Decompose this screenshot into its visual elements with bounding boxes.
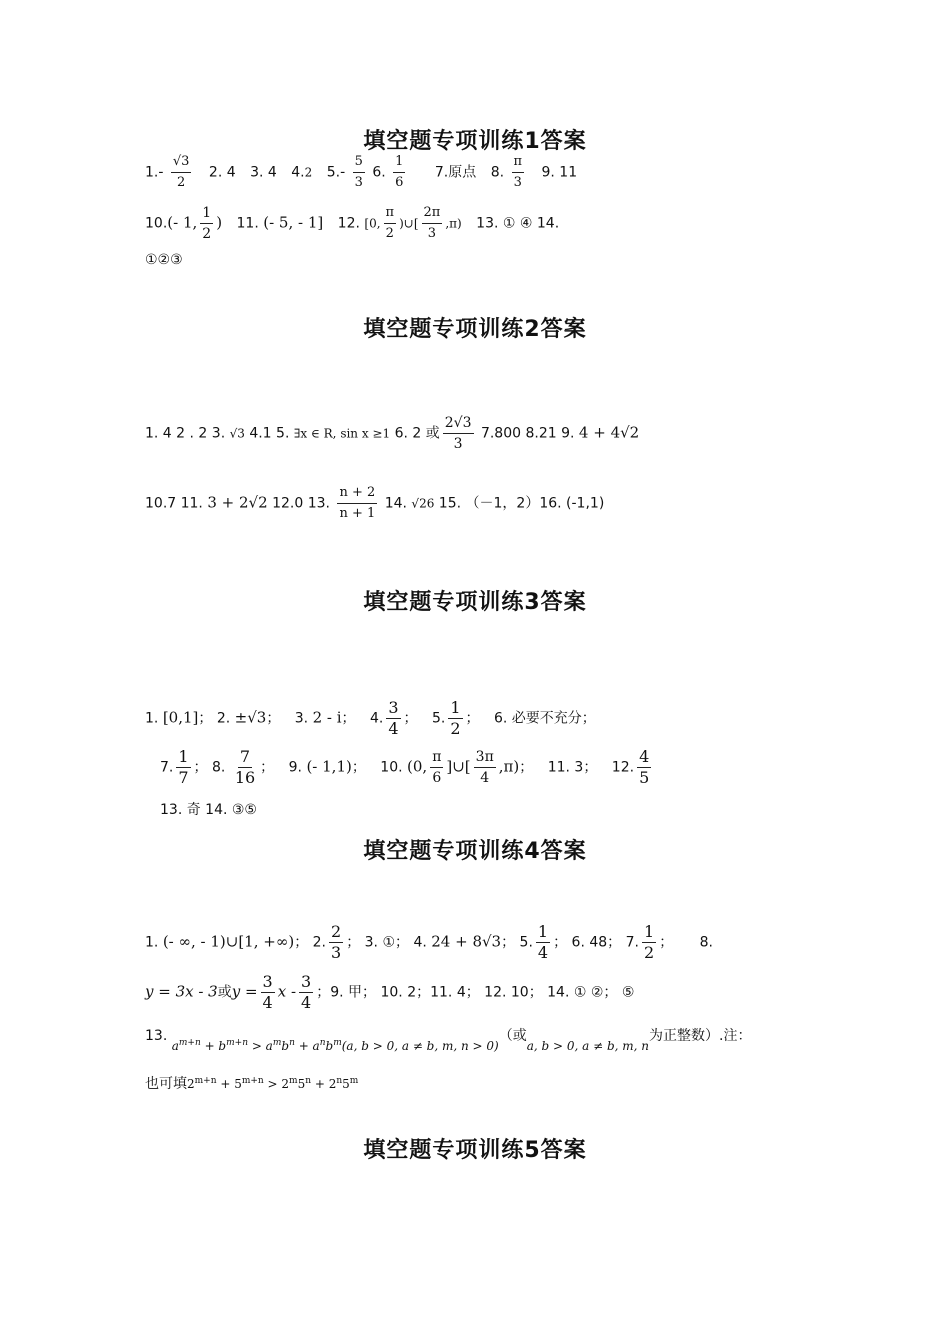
answer-number: 13. [145, 1028, 168, 1044]
fraction: $\frac{3\pi}{4}$ [475, 749, 494, 786]
answer-line: 1. [0,1]； 2. ±√3； 3. 2 - i； 4. $\frac{3}{4}$ ； 5. $\frac{1}{2}$ ； 6. 必要不充分； [145, 698, 596, 738]
answer-text: 3. 4 [250, 164, 277, 181]
answer-number: 1. [145, 710, 159, 727]
fraction: $\frac{2}{3}$ [331, 922, 342, 962]
fraction: $\frac{5}{3}$ [354, 154, 363, 190]
answer-number: 1. [145, 164, 159, 181]
section-title-1: 填空题专项训练1答案 [363, 129, 587, 154]
math-value: y = 3x - 3 [145, 982, 218, 1001]
section-title-3: 填空题专项训练3答案 [363, 590, 587, 615]
math-value: 3 + 2√2 [207, 493, 268, 512]
answer-line: 也可填$2^{m+n} + 5^{m+n} > 2^m5^n + 2^n5^m$ [145, 1076, 359, 1092]
math-sign: - [158, 162, 164, 181]
answer-number: 12. [337, 215, 360, 232]
fraction: $\frac{7}{16}$ [234, 747, 256, 787]
answer-text: 10.7 11. [145, 495, 203, 512]
inequality: $a^{m+n} + b^{m+n} > a^mb^n + a^nb^m(a$, b > 0, a ≠ b, m, n > 0) [171, 1038, 499, 1053]
answer-number: 8. [490, 164, 505, 181]
math-value: )∪[ [399, 216, 419, 231]
math-value: ,π) [445, 216, 462, 231]
section-title-2: 填空题专项训练2答案 [363, 317, 587, 342]
answer-text: 13. ① ④ 14. [476, 215, 560, 232]
answer-line: 7. $\frac{1}{7}$ ； 8. $\frac{7}{16}$ ； 9. (- 1,1)； 10. (0, $\frac{\pi}{6}$ ]∪[ $\frac{3\pi}{4}$ ,π)； 11. 3； 12. $\frac{4}{5}$ [160, 747, 650, 787]
fraction: $\frac{1}{2}$ [202, 205, 212, 242]
answer-number: 5. [326, 164, 341, 181]
answer-number: 4. [369, 710, 384, 727]
fraction: $\frac{1}{2}$ [450, 698, 461, 738]
math-value: (- 5, - 1] [263, 213, 324, 232]
answer-line: 13. $a^{m+n} + b^{m+n} > a^mb^n + a^nb^m(a$, b > 0, a ≠ b, m, n > 0)（或a, b > 0, a ≠ b, m, n为正整数）.注： [145, 1028, 752, 1053]
answer-line [145, 483, 604, 524]
fraction: $\frac{4}{5}$ [639, 747, 650, 787]
answer-text: ①②③ [145, 252, 183, 268]
answer-line [145, 413, 639, 454]
math-value: (- 1,1) [306, 757, 352, 776]
math-value: [0,1] [162, 708, 199, 727]
answer-text: 7.800 8.21 9. [480, 425, 575, 442]
math-value: (- ∞, - 1)∪[1, +∞) [162, 932, 295, 951]
fraction: $\frac{2\pi}{3}$ [423, 205, 441, 241]
math-value: (- 1, [167, 213, 198, 232]
answer-line [160, 799, 257, 819]
fraction: $\frac{3}{4}$ [301, 972, 312, 1012]
answer-number: 6. [372, 164, 386, 181]
answer-number: 4. [291, 164, 305, 181]
math-value: ±√3 [234, 708, 267, 727]
math-value: 4 + 4√2 [578, 423, 640, 442]
fraction: $\frac{\pi}{2}$ [385, 205, 395, 241]
math-value: 2 - i [312, 708, 342, 727]
math-value: [0, [364, 216, 381, 231]
answer-text: 7.原点 [434, 164, 477, 181]
answer-line [145, 203, 559, 244]
answer-text: 13. 奇 14. ③⑤ [160, 802, 257, 818]
math-value: 24 + 8√3 [431, 932, 502, 951]
fraction: $\frac{3}{4}$ [262, 972, 273, 1012]
answer-text: ； 2. [198, 710, 231, 727]
fraction: $\frac{1}{4}$ [537, 922, 549, 962]
answer-text: 14. [384, 495, 407, 512]
math-value: ) [216, 213, 223, 232]
answer-number: 10. [380, 759, 403, 776]
answer-text: 2. 4 [208, 164, 236, 181]
fraction: $\frac{1}{7}$ [178, 747, 189, 787]
fraction: $\frac{\pi}{3}$ [513, 154, 523, 190]
answer-text: 12.0 13. [272, 495, 330, 512]
fraction: $\frac{√3}{2}$ [172, 154, 190, 190]
answer-number: 1. [145, 934, 159, 951]
fraction: $\frac{1}{2}$ [644, 922, 655, 962]
answer-line: y = 3x - 3或y = $\frac{3}{4}$ x - $\frac{3}{4}$ ；9. 甲； 10. 2；11. 4； 12. 10； 14. ① ②； ⑤ [145, 972, 635, 1012]
fraction: $\frac{3}{4}$ [388, 698, 399, 738]
math-value: 2 [304, 165, 313, 180]
fraction: $\frac{1}{6}$ [395, 154, 404, 190]
fraction: $\frac{n + 2}{n + 1}$ [339, 485, 376, 521]
inequality: $2^{m+n} + 5^{m+n} > 2^m5^n + 2^n5^m$ [187, 1076, 359, 1091]
answer-line: 1. (- ∞, - 1)∪[1, +∞)； 2. $\frac{2}{3}$ ； 3. ①； 4. 24 + 8√3； 5. $\frac{1}{4}$ ； 6. 48； 7. $\frac{1}{2}$ ； 8. [145, 922, 713, 962]
math-value: √3 [229, 426, 245, 441]
math-value: ∃x ∈ R, sin x ≥1 [293, 426, 391, 441]
answer-number: 5. [431, 710, 446, 727]
section-title-4: 填空题专项训练4答案 [363, 839, 587, 864]
fraction: $\frac{2√3}{3}$ [444, 415, 472, 452]
answer-number: 3. [294, 710, 309, 727]
section-title-5: 填空题专项训练5答案 [363, 1138, 587, 1163]
answer-number: 9. [288, 759, 302, 776]
math-sign: - [340, 162, 346, 181]
answer-text: 9. 11 [541, 164, 578, 181]
answer-text: 15. （－1，2）16. (-1,1) [438, 495, 605, 512]
answer-text: 11. 3； [547, 759, 598, 776]
fraction: $\frac{\pi}{6}$ [432, 749, 442, 786]
answer-line [145, 152, 577, 193]
answer-number: 7. [160, 759, 174, 776]
answer-text: 6. 2 或 [394, 425, 440, 442]
answer-number: 10. [145, 215, 168, 232]
answer-text: 1. 4 2 . 2 3. [145, 425, 226, 442]
answer-text: 4.1 5. [249, 425, 290, 442]
answer-number: 12. [611, 759, 635, 776]
answer-line [145, 252, 183, 268]
math-value: √26 [411, 496, 435, 511]
answer-text: 6. 必要不充分； [493, 710, 596, 727]
answer-number: 11. [236, 215, 259, 232]
